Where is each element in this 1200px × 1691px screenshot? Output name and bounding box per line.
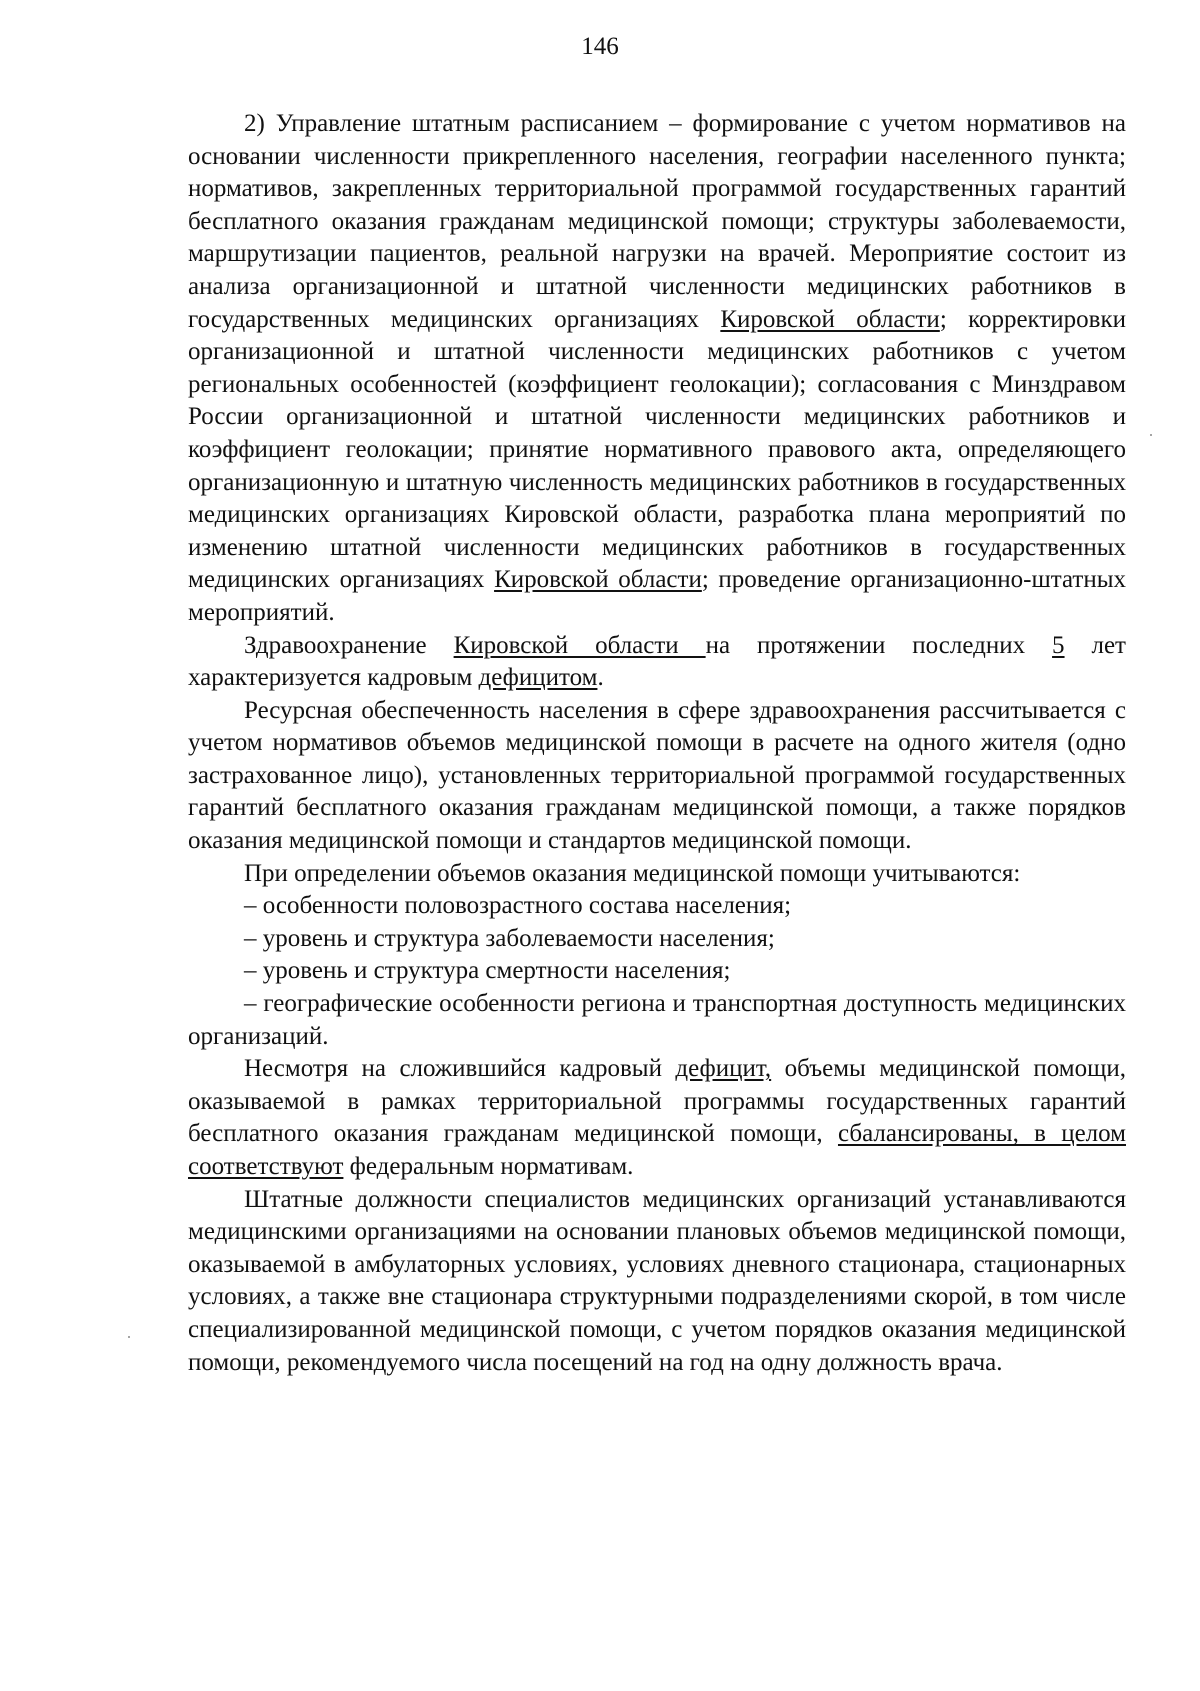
underlined-text: Кировской области xyxy=(494,566,702,594)
underlined-text: дефицит, xyxy=(675,1055,772,1083)
paragraph-volume-criteria-intro: При определении объемов оказания медицинской помощи учитываются: xyxy=(244,859,1021,887)
paragraph-resource-provision: Ресурсная обеспеченность населения в сфере здравоохранения рассчитывается с учетом нормативов объемов медицинской помощи в расчете на одного жителя (одно застрахованное лицо), установленных территориальной программой государственных гарантий бесплатного оказания гражданам медицинской помощи, а также порядков оказания медицинской помощи и стандартов медицинской помощи. xyxy=(188,696,1126,855)
list-item: – уровень и структура заболеваемости населения; xyxy=(244,924,775,952)
scan-speck xyxy=(1150,434,1152,436)
paragraph-staff-deficit xyxy=(188,630,1126,695)
paragraph-staff-positions: Штатные должности специалистов медицинских организаций устанавливаются медицинскими организациями на основании плановых объемов медицинской помощи, оказываемой в амбулаторных условиях, условиях дневного стационара, стационарных условиях, а также вне стационара структурными подразделениями скорой, в том числе специализированной медицинской помощи, с учетом порядков оказания медицинской помощи, рекомендуемого числа посещений на год на одну должность врача. xyxy=(188,1185,1126,1376)
paragraph-staffing-management xyxy=(188,108,1126,630)
list-item: – особенности половозрастного состава населения; xyxy=(244,892,792,920)
paragraph-text: ; корректировки организационной и штатной численности медицинских работников с учетом региональных особенностей (коэффициент геолокации); согласования с Минздравом России организационной и штатной численности медицинских работников и коэффициент геолокации; принятие нормативного правового акта, определяющего организационную и штатную численность медицинских работников в государственных медицинских организациях Кировской области, разработка плана мероприятий по изменению штатной численности медицинских работников в государственных медицинских организациях xyxy=(188,305,1127,594)
underlined-text: дефицитом xyxy=(478,664,598,692)
list-item: – уровень и структура смертности населения; xyxy=(244,957,731,985)
underlined-text: 5 xyxy=(1052,631,1065,659)
document-body xyxy=(188,108,1126,1379)
underlined-text: Кировской области xyxy=(720,305,940,333)
underlined-text: Кировской области xyxy=(453,631,706,659)
page-number: 146 xyxy=(581,33,619,60)
paragraph-text: объемы медицинской помощи, оказываемой в рамках территориальной программы государственных гарантий бесплатного оказания гражданам медицинской помощи, xyxy=(188,1055,1127,1148)
paragraph-text: ; проведение организационно-штатных мероприятий. xyxy=(188,566,1126,626)
paragraph-text: . xyxy=(597,664,604,692)
paragraph-text: на протяжении последних xyxy=(705,631,1053,659)
paragraph-text: 2) Управление штатным расписанием – формирование с учетом нормативов на основании численности прикрепленного населения, географии населенного пункта; нормативов, закрепленных территориальной программой государственных гарантий бесплатного оказания гражданам медицинской помощи; структуры заболеваемости, маршрутизации пациентов, реальной нагрузки на врачей. Мероприятие состоит из анализа организационной и штатной численности медицинских работников в государственных медицинских организациях xyxy=(188,110,1126,333)
paragraph-text: федеральным нормативам. xyxy=(343,1153,634,1180)
list-item: – географические особенности региона и транспортная доступность медицинских организаций. xyxy=(188,990,1126,1050)
paragraph-balanced-volumes xyxy=(188,1053,1126,1183)
paragraph-text: Здравоохранение xyxy=(244,631,454,659)
underlined-text: сбалансированы, в целом соответствуют xyxy=(188,1120,1126,1180)
paragraph-text: лет характеризуется кадровым xyxy=(188,631,1126,692)
paragraph-text: Несмотря на сложившийся кадровый xyxy=(244,1055,676,1083)
scan-speck xyxy=(128,1336,130,1338)
